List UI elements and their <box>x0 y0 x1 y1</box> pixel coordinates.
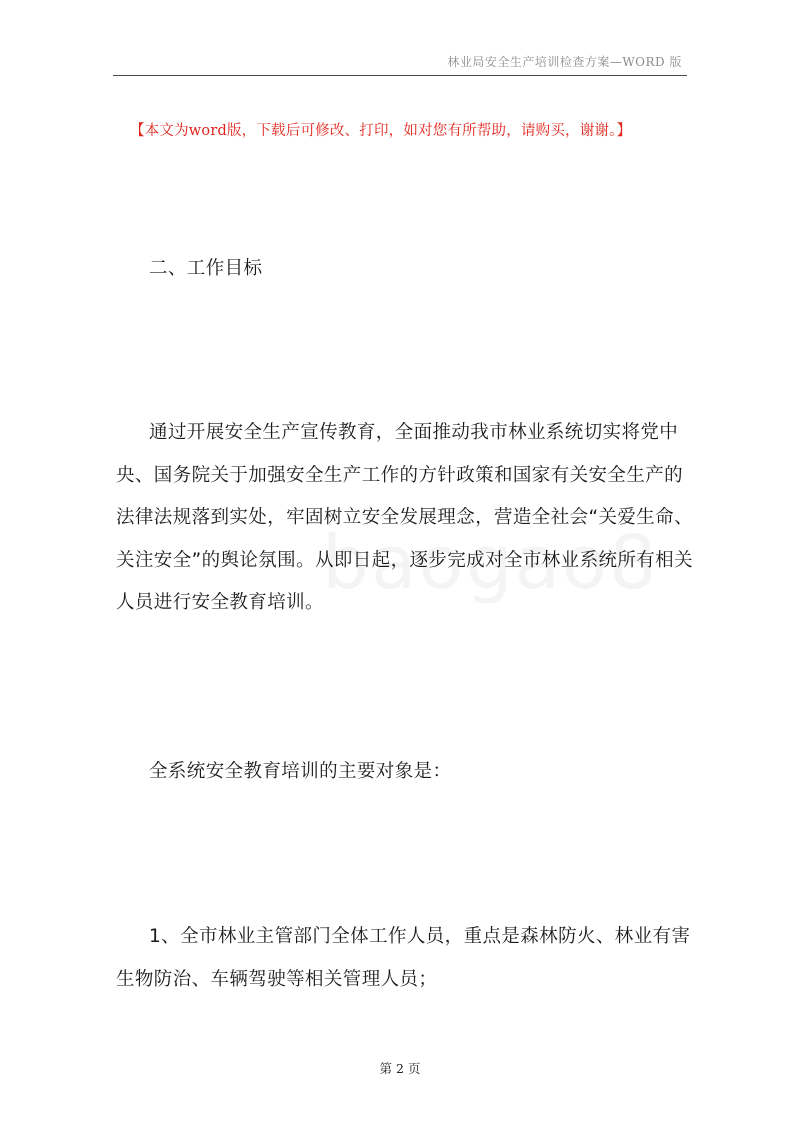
section-heading: 二、工作目标 <box>149 258 263 279</box>
page-number: 第 2 页 <box>379 1061 421 1076</box>
download-notice: 【本文为word版，下载后可修改、打印，如对您有所帮助，请购买，谢谢。】 <box>130 123 632 139</box>
list-item: 1、全市林业主管部门全体工作人员，重点是森林防火、林业有害生物防治、车辆驾驶等相关管理人员； <box>116 926 691 990</box>
goal-paragraph: 通过开展安全生产宣传教育，全面推动我市林业系统切实将党中央、国务院关于加强安全生产工作的方针政策和国家有关安全生产的法律法规落到实处，牢固树立安全发展理念，营造全社会“关爱生命、关注安全”的舆论氛围。从即日起，逐步完成对全市林业系统所有相关人员进行安全教育培训。 <box>116 422 693 613</box>
header-divider <box>113 75 687 76</box>
targets-paragraph: 全系统安全教育培训的主要对象是： <box>149 761 452 782</box>
document-header-title: 林业局安全生产培训检查方案—WORD 版 <box>447 55 682 69</box>
